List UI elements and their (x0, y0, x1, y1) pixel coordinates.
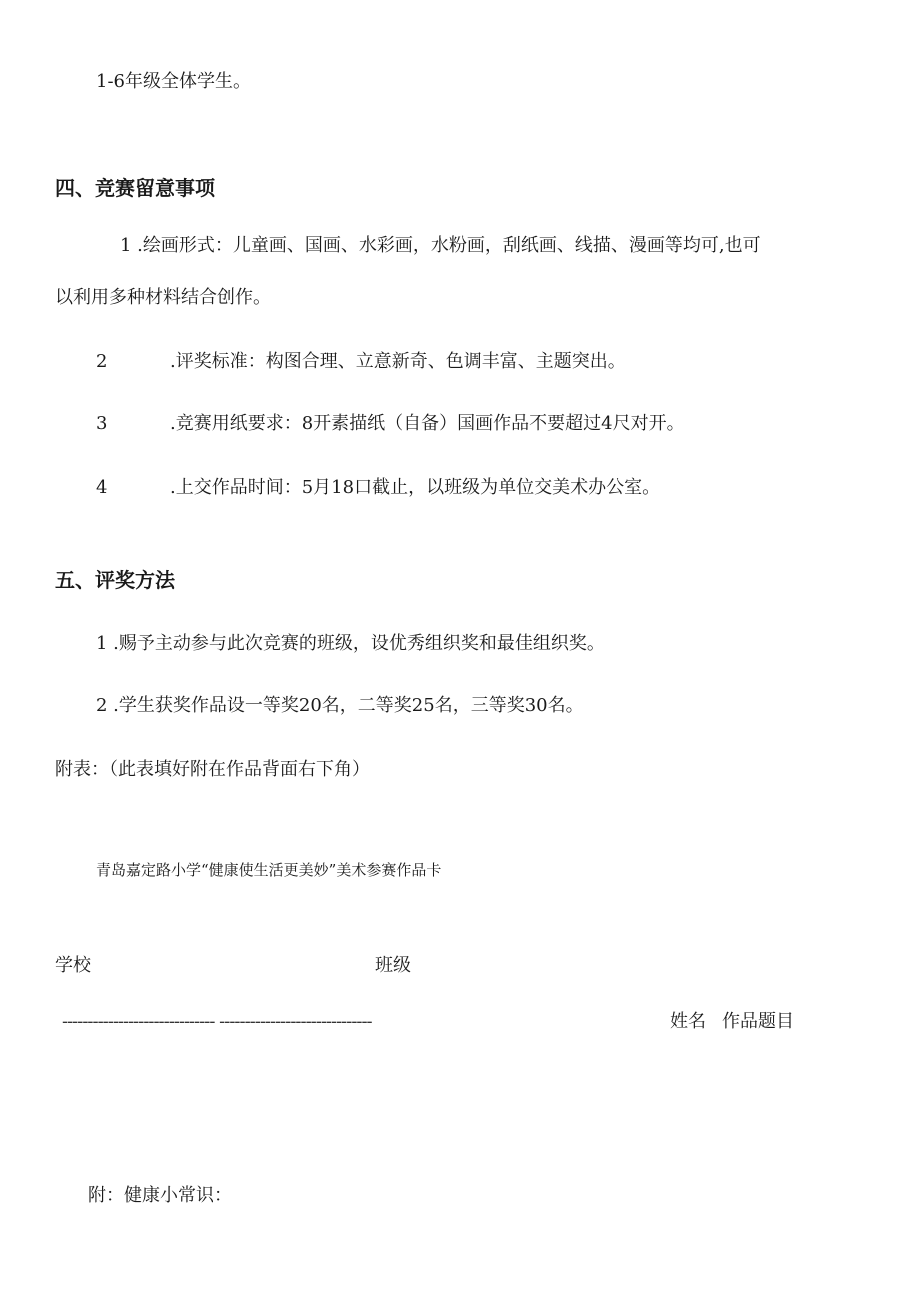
rule-item-4-text: .上交作品时间：5月18口截止，以班级为单位交美术办公室。 (170, 477, 661, 498)
rule-item-3-text: .竞赛用纸要求：8开素描纸（自备）国画作品不要超过4尺对开。 (170, 413, 685, 434)
participants-text: 1-6年级全体学生。 (96, 71, 251, 92)
rule-item-1-line2: 以利用多种材料结合创作。 (55, 287, 271, 308)
health-tip-heading: 附：健康小常识： (88, 1185, 232, 1206)
award-item-1: 1 .赐予主动参与此次竞赛的班级，设优秀组织奖和最佳组织奖。 (96, 633, 605, 654)
section5-heading: 五、评奖方法 (55, 568, 175, 592)
rule-item-1-line1: 1 .绘画形式：儿童画、国画、水彩画，水粉画，刮纸画、线描、漫画等均可,也可 (120, 235, 761, 256)
rule-item-3-number: 3 (96, 413, 108, 434)
class-label: 班级 (375, 955, 411, 976)
entry-card-title: 青岛嘉定路小学“健康使生活更美妙”美术参赛作品卡 (96, 861, 442, 879)
section4-heading: 四、竞赛留意事项 (55, 176, 215, 200)
school-label: 学校 (55, 955, 91, 976)
rule-item-2-number: 2 (96, 351, 108, 372)
appendix-note: 附表：（此表填好附在作品背面右下角） (55, 759, 370, 780)
rule-item-2-text: .评奖标准：构图合理、立意新奇、色调丰富、主题突出。 (170, 351, 626, 372)
award-item-2: 2 .学生获奖作品设一等奖20名，二等奖25名，三等奖30名。 (96, 695, 584, 716)
work-title-label: 作品题目 (722, 1011, 794, 1032)
fill-in-dash-line: ------------------------------ ------------------------------ (62, 1011, 372, 1032)
name-label: 姓名 (670, 1011, 706, 1032)
rule-item-4-number: 4 (96, 477, 108, 498)
